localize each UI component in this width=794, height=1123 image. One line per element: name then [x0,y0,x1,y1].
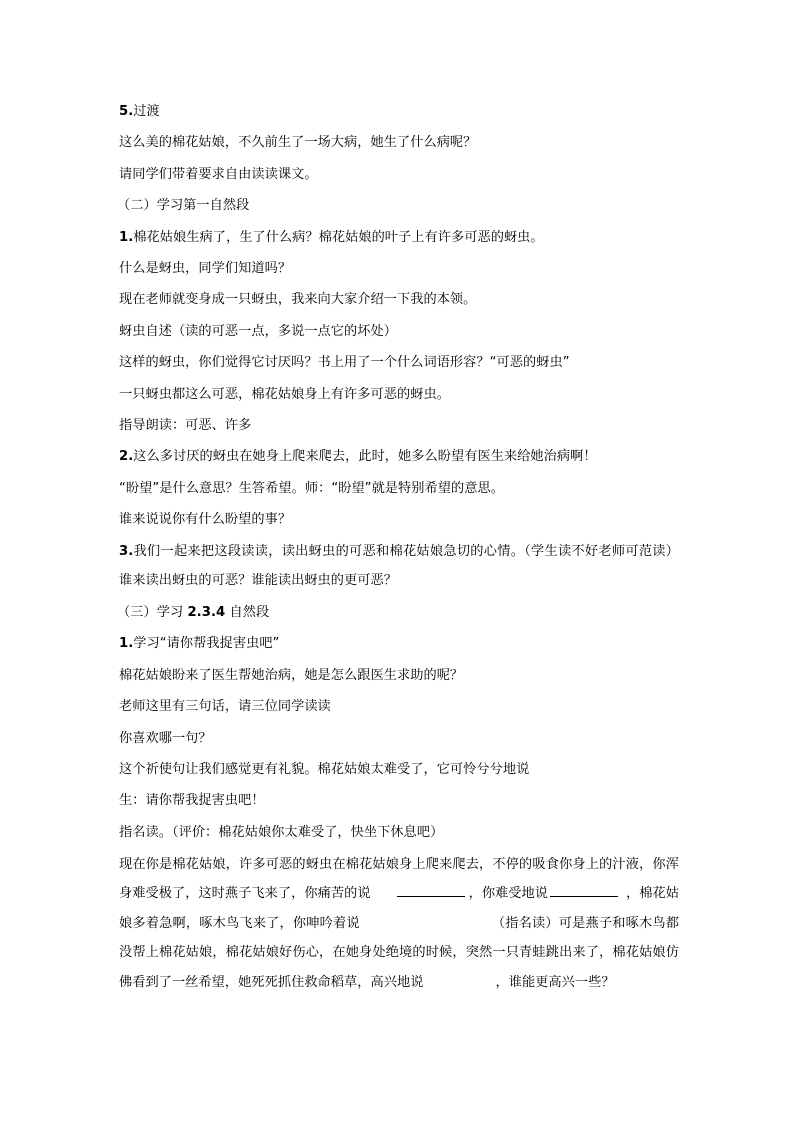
numbered-paragraph: 3.我们一起来把这段读读，读出蚜虫的可恶和棉花姑娘急切的心情。（学生读不好老师可范读）谁来读出蚜虫的可恶？谁能读出蚜虫的更可恶？ [119,543,679,589]
paragraph: 请同学们带着要求自由读读课文。 [119,166,318,182]
paragraph: 蚜虫自述（读的可恶一点，多说一点它的坏处） [119,323,397,339]
numbered-paragraph: 1.学习“请你帮我捉害虫吧” [119,636,280,652]
paragraph: “盼望”是什么意思？生答希望。师：“盼望”就是特别希望的意思。 [119,480,504,496]
paragraph: 什么是蚜虫，同学们知道吗？ [119,260,292,276]
section-heading: （二）学习第一自然段 [117,198,250,214]
fill-in-blank [550,882,618,897]
paragraph: 这样的蚜虫，你们觉得它讨厌吗？书上用了一个什么词语形容？“可恶的蚜虫” [119,355,570,371]
numbered-paragraph: 2.这么多讨厌的蚜虫在她身上爬来爬去，此时，她多么盼望有医生来给她治病啊！ [119,449,597,465]
final-paragraph: 现在你是棉花姑娘，许多可恶的蚜虫在棉花姑娘身上爬来爬去，不停的吸食你身上的汁液，你浑身难受极了，这时燕子飞来了，你痛苦的说 ，你难受地说 ，棉花姑娘多着急啊，啄木鸟飞来了，你呻吟着说 （指名读）可是燕子和啄木鸟都没帮上棉花姑娘，棉花姑娘好伤心，在她身处绝境的时候，突然一只青蛙跳出来了，棉花姑娘仿佛看到了一丝希望，她死死抓住救命稻草，高兴地说 ，谁能更高兴一些？ [119,856,679,990]
paragraph: 棉花姑娘盼来了医生帮她治病，她是怎么跟医生求助的呢？ [119,667,464,683]
numbered-paragraph: 1.棉花姑娘生病了，生了什么病？棉花姑娘的叶子上有许多可恶的蚜虫。 [119,229,544,245]
paragraph: 老师这里有三句话，请三位同学读读 [119,699,331,715]
paragraph: 指名读。（评价：棉花姑娘你太难受了，快坐下休息吧） [119,824,444,840]
document-body [119,103,679,1005]
paragraph: 这个祈使句让我们感觉更有礼貌。棉花姑娘太难受了，它可怜兮兮地说 [119,761,530,777]
fill-in-blank [397,882,465,897]
paragraph: 指导朗读：可恶、许多 [119,417,252,433]
paragraph: 生：请你帮我捉害虫吧！ [119,793,265,809]
paragraph: 你喜欢哪一句？ [119,730,212,746]
section-heading: （三）学习 2.3.4 自然段 [117,604,270,620]
paragraph: 现在老师就变身成一只蚜虫，我来向大家介绍一下我的本领。 [119,292,477,308]
paragraph: 谁来说说你有什么盼望的事？ [119,512,292,528]
paragraph: 一只蚜虫都这么可恶，棉花姑娘身上有许多可恶的蚜虫。 [119,386,450,402]
section-heading-transition: 5.过渡 [119,104,160,119]
paragraph: 这么美的棉花姑娘，不久前生了一场大病，她生了什么病呢？ [119,135,477,151]
